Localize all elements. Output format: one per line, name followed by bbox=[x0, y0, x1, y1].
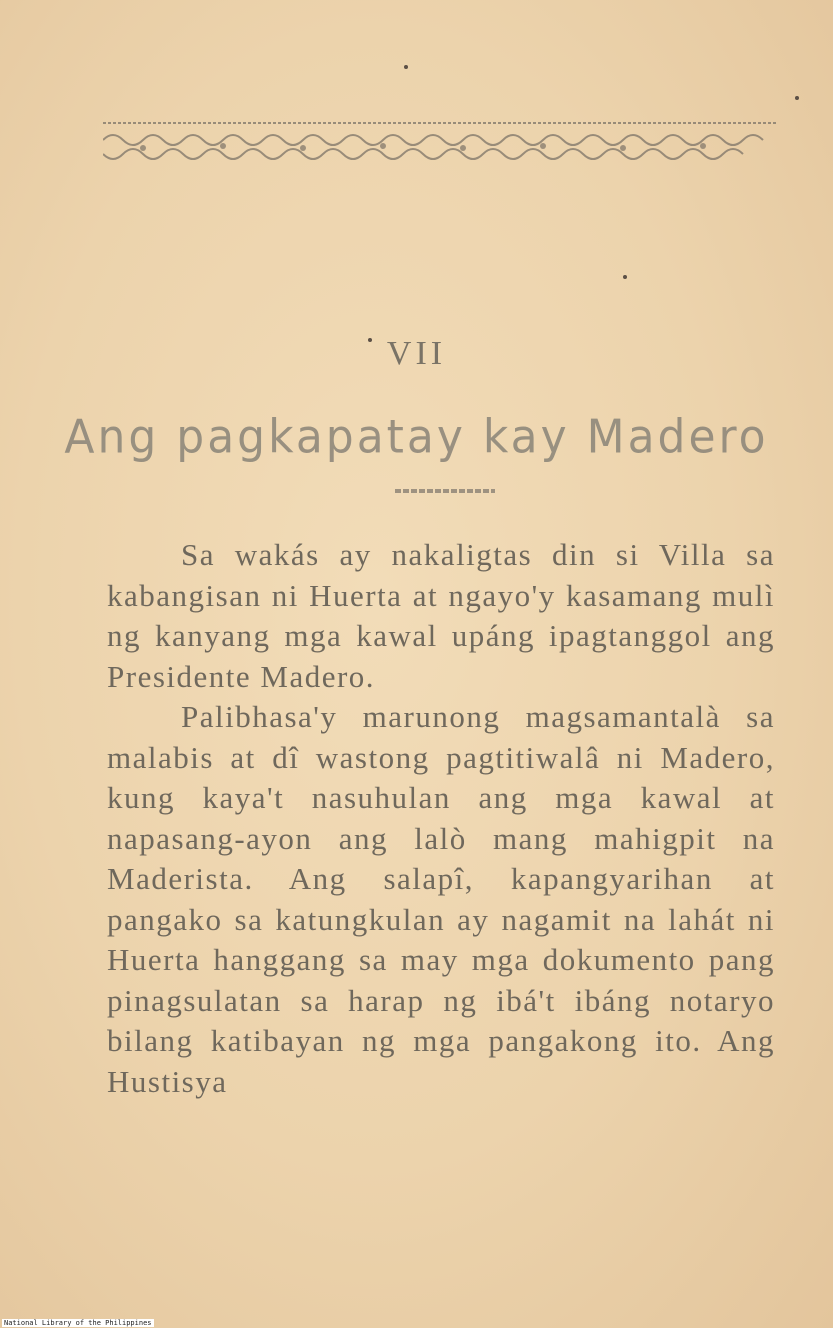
ink-speck bbox=[623, 275, 627, 279]
title-divider bbox=[395, 489, 495, 493]
chapter-title: Ang pagkapatay kay Madero bbox=[64, 410, 769, 465]
paragraph-2: Palibhasa'y marunong magsamantalà sa malabis at dî wastong pagtitiwalâ ni Madero, kung kaya't nasuhulan ang mga kawal at napasang-ayon ang lalò mang mahigpit na Maderista. Ang salapî, kapangyarihan at pangako sa katungkulan ay nagamit na lahát ni Huerta hanggang sa may mga dokumento pang pinagsulatan sa harap ng ibá't ibáng notaryo bilang katibayan ng mga pangakong ito. Ang Hustisya bbox=[107, 699, 775, 1099]
ink-speck bbox=[795, 96, 799, 100]
paragraph-1: Sa wakás ay nakaligtas din si Villa sa kabangisan ni Huerta at ngayo'y kasamang mulì ng kanyang mga kawal upáng ipagtanggol ang Presidente Madero. bbox=[107, 537, 775, 694]
chapter-number: VII bbox=[386, 335, 447, 372]
ink-speck bbox=[404, 65, 408, 69]
body-text bbox=[107, 535, 775, 1102]
decorative-border-ornament bbox=[103, 118, 778, 170]
footer-credit: National Library of the Philippines bbox=[4, 1319, 152, 1327]
